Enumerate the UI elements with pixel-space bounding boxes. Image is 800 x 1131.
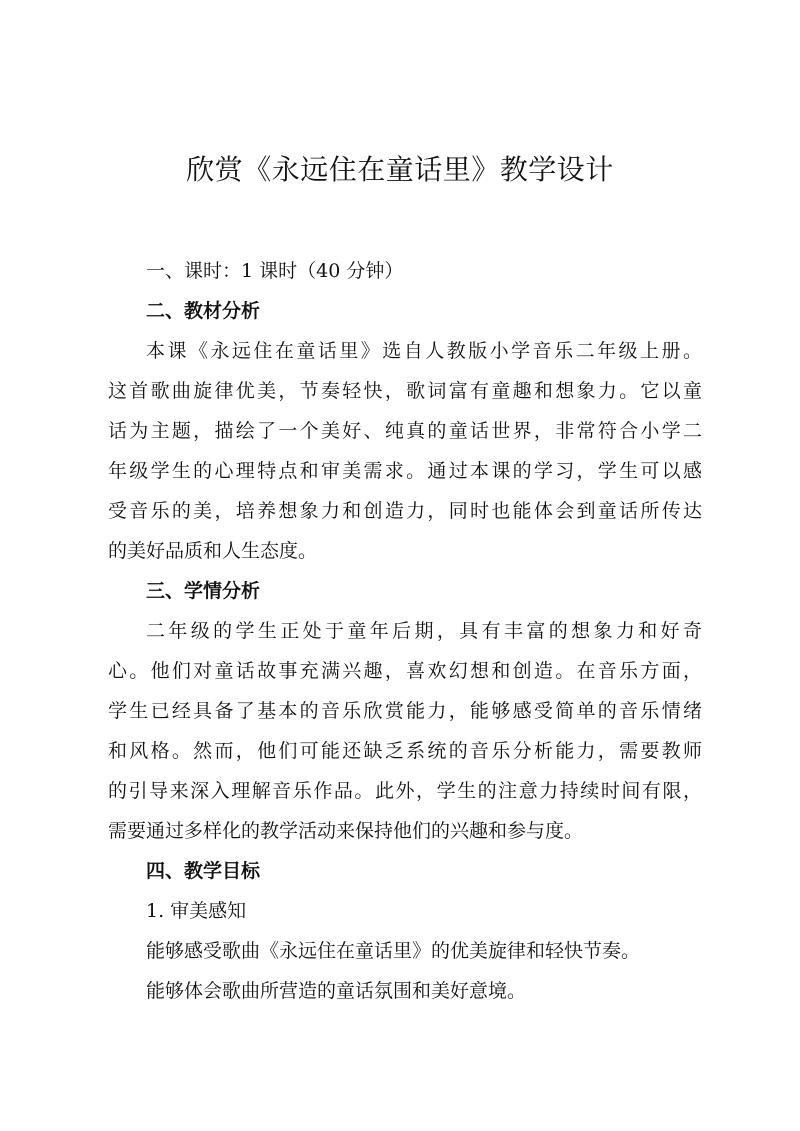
paragraph-line: 话为主题，描绘了一个美好、纯真的童话世界，非常符合小学二 <box>108 420 702 442</box>
paragraph-line: 这首歌曲旋律优美，节奏轻快，歌词富有童趣和想象力。它以童 <box>108 380 702 402</box>
section-class-hours: 一、课时：1 课时（40 分钟） <box>146 260 404 282</box>
paragraph-line: 心。他们对童话故事充满兴趣，喜欢幻想和创造。在音乐方面， <box>108 660 702 682</box>
subsection-heading-aesthetic-perception: 1. 审美感知 <box>146 900 247 922</box>
paragraph-line: 学生已经具备了基本的音乐欣赏能力，能够感受简单的音乐情绪 <box>108 700 702 722</box>
section-heading-teaching-goals: 四、教学目标 <box>146 860 261 882</box>
paragraph-line: 二年级的学生正处于童年后期，具有丰富的想象力和好奇 <box>146 620 702 642</box>
paragraph-line: 需要通过多样化的教学活动来保持他们的兴趣和参与度。 <box>108 820 584 842</box>
paragraph-line: 本课《永远住在童话里》选自人教版小学音乐二年级上册。 <box>146 340 702 362</box>
section-heading-learner-analysis: 三、学情分析 <box>146 580 261 602</box>
paragraph-line: 和风格。然而，他们可能还缺乏系统的音乐分析能力，需要教师 <box>108 740 702 762</box>
goal-line: 能够体会歌曲所营造的童话氛围和美好意境。 <box>146 980 527 1002</box>
paragraph-line: 的美好品质和人生态度。 <box>108 540 318 562</box>
paragraph-line: 的引导来深入理解音乐作品。此外，学生的注意力持续时间有限， <box>108 780 702 802</box>
paragraph-line: 受音乐的美，培养想象力和创造力，同时也能体会到童话所传达 <box>108 500 702 522</box>
goal-line: 能够感受歌曲《永远住在童话里》的优美旋律和轻快节奏。 <box>146 940 641 962</box>
paragraph-line: 年级学生的心理特点和审美需求。通过本课的学习，学生可以感 <box>108 460 702 482</box>
document-body <box>108 251 702 1011</box>
section-heading-textbook-analysis: 二、教材分析 <box>146 300 261 322</box>
document-title: 欣赏《永远住在童话里》教学设计 <box>186 153 614 186</box>
